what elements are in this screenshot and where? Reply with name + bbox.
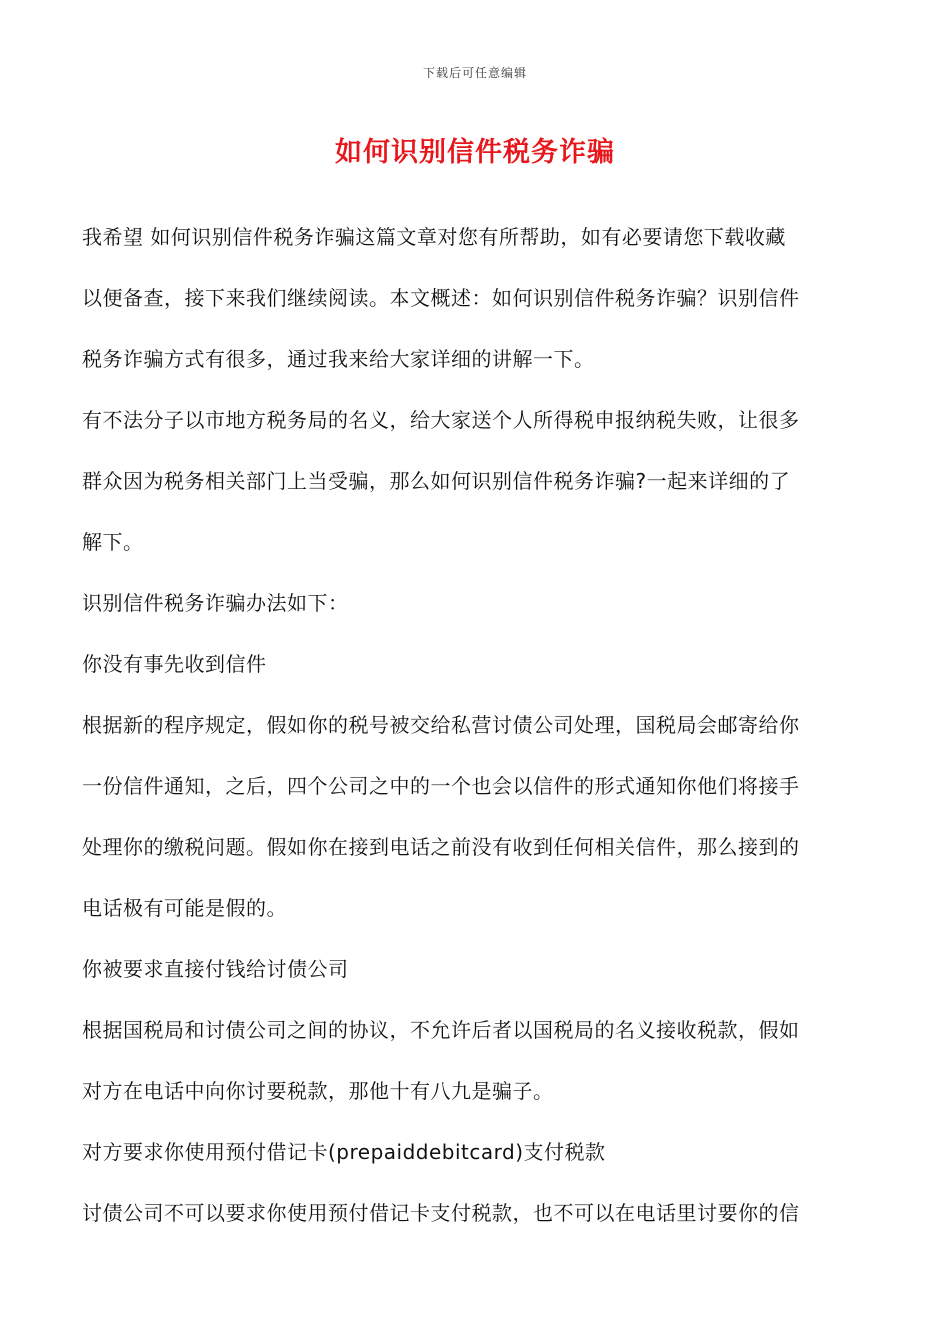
paragraph-no-letter	[82, 695, 870, 939]
text-line: 解下。	[82, 530, 144, 554]
text-line: 群众因为税务相关部门上当受骗，那么如何识别信件税务诈骗?一起来详细的了	[82, 469, 791, 493]
text-line: 讨债公司不可以要求你使用预付借记卡支付税款，也不可以在电话里讨要你的信	[82, 1201, 800, 1225]
paragraph-intro	[82, 207, 870, 390]
subheading-pay-directly	[82, 939, 870, 1000]
text-line: 对方在电话中向你讨要税款，那他十有八九是骗子。	[82, 1079, 554, 1103]
paragraph-prepaid-card	[82, 1183, 870, 1244]
text-line: 你没有事先收到信件	[82, 652, 267, 676]
text-line: 你被要求直接付钱给讨债公司	[82, 957, 349, 981]
document-body	[82, 207, 870, 1244]
text-line: 识别信件税务诈骗办法如下：	[82, 591, 349, 615]
text-line: 一份信件通知，之后，四个公司之中的一个也会以信件的形式通知你他们将接手	[82, 774, 800, 798]
paragraph-background	[82, 390, 870, 573]
text-line: 处理你的缴税问题。假如你在接到电话之前没有收到任何相关信件，那么接到的	[82, 835, 800, 859]
header-note: 下载后可任意编辑	[422, 66, 527, 80]
text-line: 电话极有可能是假的。	[82, 896, 287, 920]
text-line: 对方要求你使用预付借记卡(prepaiddebitcard)支付税款	[82, 1140, 606, 1164]
section-heading-methods	[82, 573, 870, 634]
text-line: 有不法分子以市地方税务局的名义，给大家送个人所得税申报纳税失败，让很多	[82, 408, 800, 432]
subheading-prepaid-card	[82, 1122, 870, 1183]
paragraph-pay-directly	[82, 1000, 870, 1122]
text-line: 根据新的程序规定，假如你的税号被交给私营讨债公司处理，国税局会邮寄给你	[82, 713, 800, 737]
text-line: 以便备查，接下来我们继续阅读。本文概述：如何识别信件税务诈骗？识别信件	[82, 286, 800, 310]
document-title: 如何识别信件税务诈骗	[335, 137, 615, 168]
subheading-no-letter	[82, 634, 870, 695]
text-line: 税务诈骗方式有很多，通过我来给大家详细的讲解一下。	[82, 347, 595, 371]
text-line: 根据国税局和讨债公司之间的协议，不允许后者以国税局的名义接收税款，假如	[82, 1018, 800, 1042]
text-line: 我希望 如何识别信件税务诈骗这篇文章对您有所帮助，如有必要请您下载收藏	[82, 225, 786, 249]
